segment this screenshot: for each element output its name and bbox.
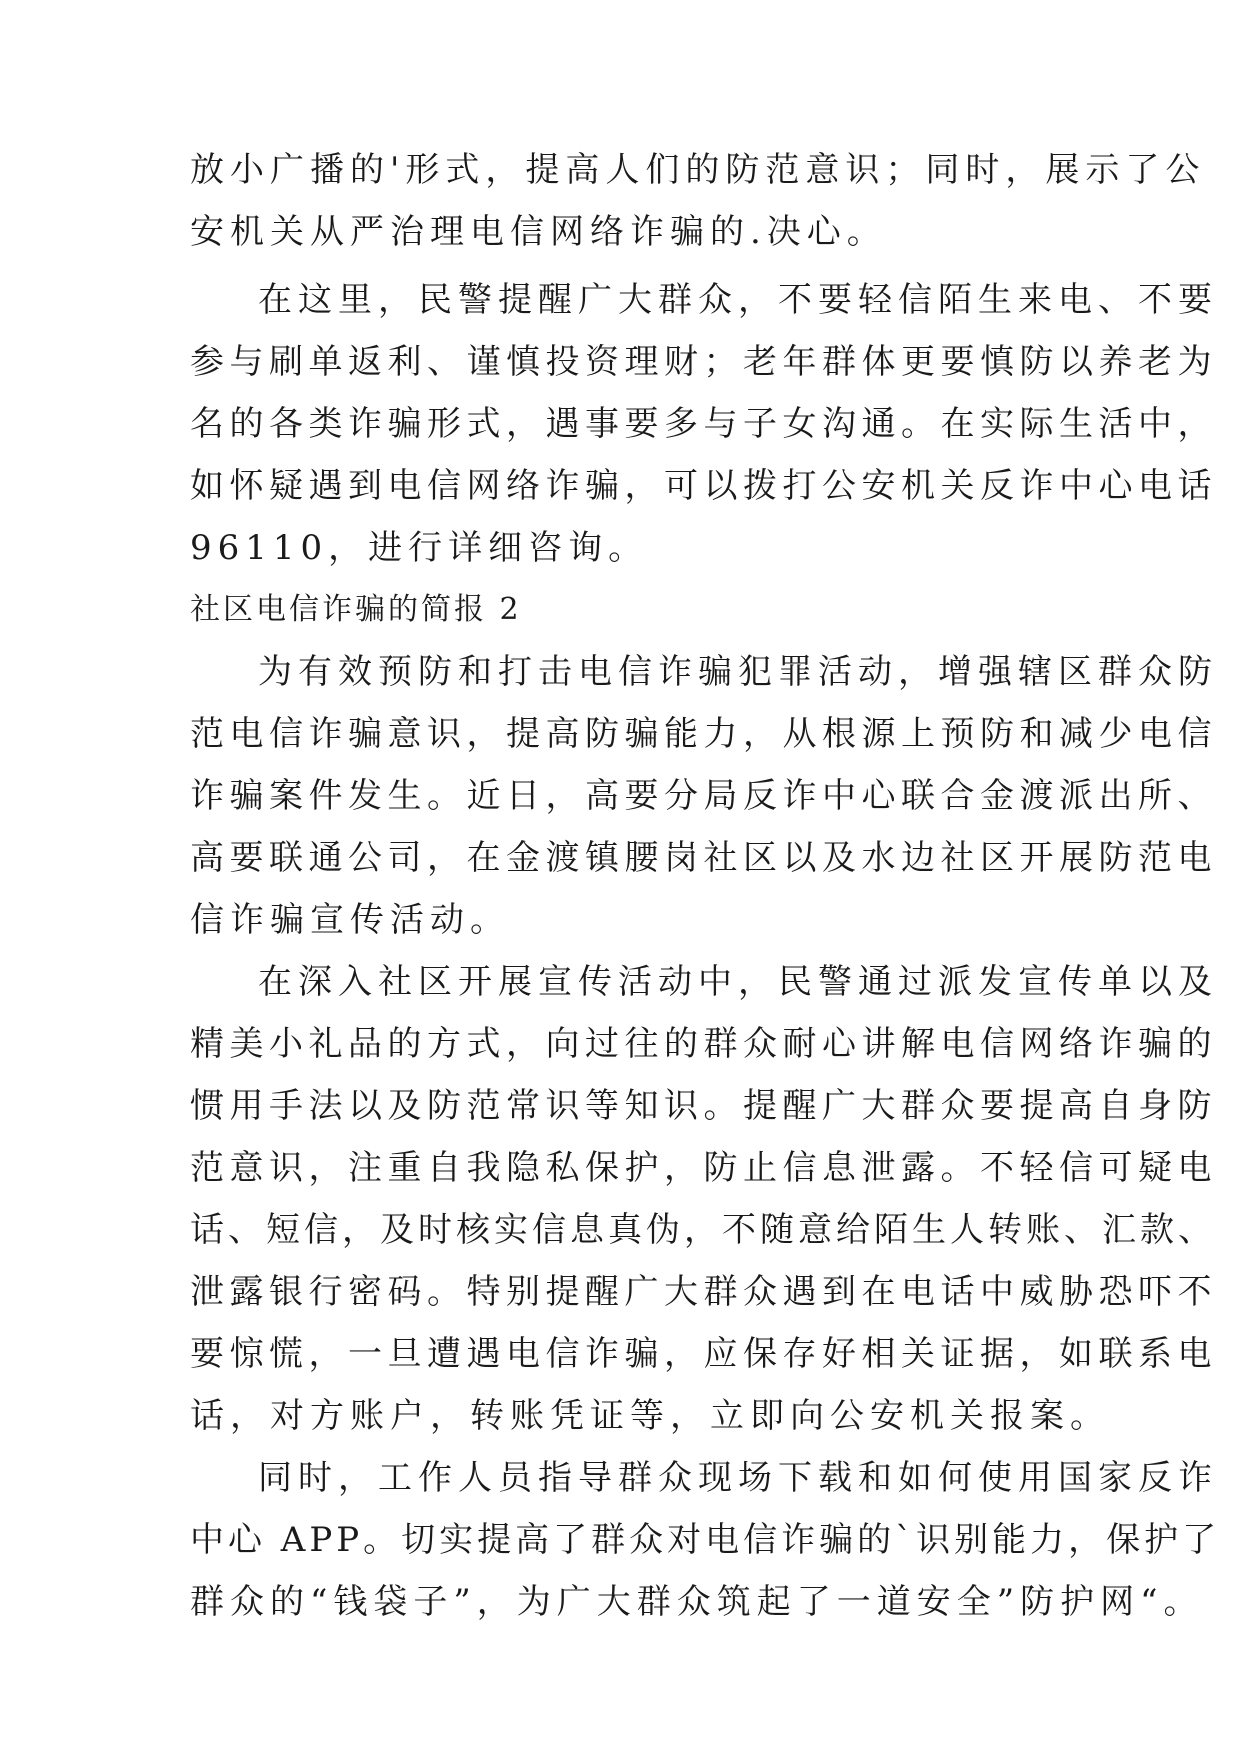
text-line: 在深入社区开展宣传活动中，民警通过派发宣传单以及 (258, 962, 1218, 1002)
text-line: 话，对方账户，转账凭证等，立即向公安机关报案。 (190, 1396, 1110, 1436)
section-heading: 社区电信诈骗的简报 2 (190, 592, 522, 627)
text-line: 高要联通公司，在金渡镇腰岗社区以及水边社区开展防范电 (190, 838, 1217, 878)
text-line: 在这里，民警提醒广大群众，不要轻信陌生来电、不要 (258, 280, 1218, 320)
text-line: 同时，工作人员指导群众现场下载和如何使用国家反诈 (258, 1458, 1218, 1498)
text-line: 惯用手法以及防范常识等知识。提醒广大群众要提高自身防 (190, 1086, 1217, 1126)
text-line: 精美小礼品的方式，向过往的群众耐心讲解电信网络诈骗的 (190, 1024, 1217, 1064)
text-line: 诈骗案件发生。近日，高要分局反诈中心联合金渡派出所、 (190, 776, 1217, 816)
text-line: 群众的“钱袋子”，为广大群众筑起了一道安全”防护网“。 (190, 1582, 1204, 1622)
text-line: 话、短信，及时核实信息真伪，不随意给陌生人转账、汇款、 (190, 1210, 1216, 1250)
text-line: 范意识，注重自我隐私保护，防止信息泄露。不轻信可疑电 (190, 1148, 1217, 1188)
text-line: 为有效预防和打击电信诈骗犯罪活动，增强辖区群众防 (258, 652, 1218, 692)
text-line: 要惊慌，一旦遭遇电信诈骗，应保存好相关证据，如联系电 (190, 1334, 1217, 1374)
text-line: 中心 APP。切实提高了群众对电信诈骗的`识别能力，保护了 (190, 1520, 1221, 1560)
text-line: 如怀疑遇到电信网络诈骗，可以拨打公安机关反诈中心电话 (190, 466, 1217, 506)
text-line: 范电信诈骗意识，提高防骗能力，从根源上预防和减少电信 (190, 714, 1217, 754)
text-line: 名的各类诈骗形式，遇事要多与子女沟通。在实际生活中， (190, 404, 1217, 444)
text-line: 96110，进行详细咨询。 (190, 528, 649, 568)
text-line: 泄露银行密码。特别提醒广大群众遇到在电话中威胁恐吓不 (190, 1272, 1217, 1312)
text-line: 信诈骗宣传活动。 (190, 900, 510, 940)
text-line: 放小广播的'形式，提高人们的防范意识；同时，展示了公 (190, 150, 1206, 190)
text-line: 安机关从严治理电信网络诈骗的.决心。 (190, 212, 887, 252)
text-line: 参与刷单返利、谨慎投资理财；老年群体更要慎防以养老为 (190, 342, 1217, 382)
